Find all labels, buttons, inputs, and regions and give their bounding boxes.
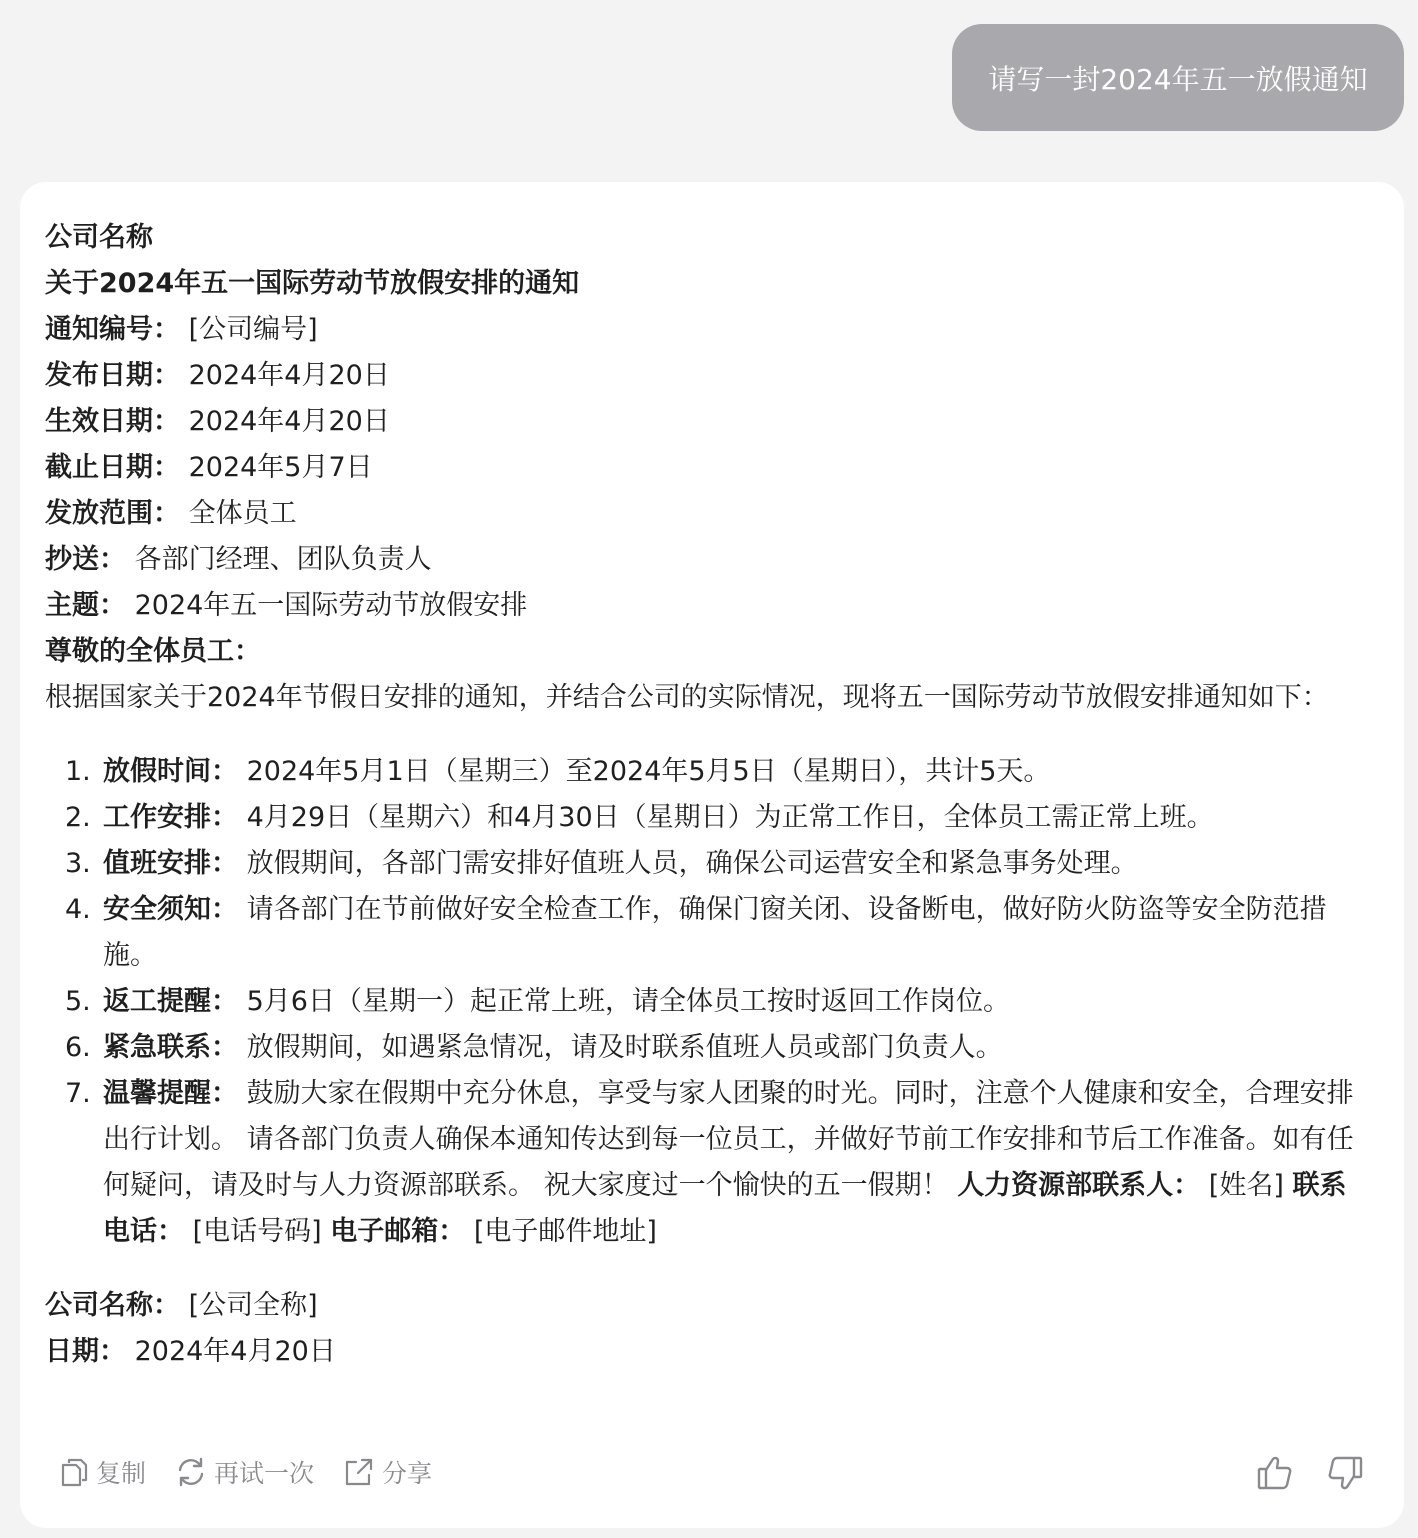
email-label: 电子邮箱： [330, 1216, 466, 1247]
user-message-text: 请写一封2024年五一放假通知 [988, 62, 1368, 96]
list-item: 1. 放假时间： 2024年5月1日（星期三）至2024年5月5日（星期日），共计5天。 [65, 756, 1051, 787]
hr-contact-value: [姓名] [1208, 1170, 1284, 1201]
publish-date-line: 发布日期： 2024年4月20日 [45, 360, 390, 391]
feedback-bar [1256, 1454, 1364, 1492]
phone-value: [电话号码] [192, 1216, 322, 1247]
intro-paragraph: 根据国家关于2024年节假日安排的通知，并结合公司的实际情况，现将五一国际劳动节放假安排通知如下： [45, 682, 1329, 713]
signature-block [45, 1283, 1356, 1375]
list-item: 2. 工作安排： 4月29日（星期六）和4月30日（星期日）为正常工作日，全体员工需正常上班。 [65, 802, 1214, 833]
share-button[interactable] [342, 1454, 432, 1490]
header-company-name: 公司名称 [45, 222, 153, 253]
reply-action-bar [58, 1454, 432, 1490]
distribution-scope-line: 发放范围： 全体员工 [45, 498, 297, 529]
hr-contact-label: 人力资源部联系人： [957, 1170, 1201, 1201]
user-message-bubble [952, 24, 1404, 131]
share-icon [342, 1456, 376, 1488]
signature-date-line: 日期： 2024年4月20日 [45, 1336, 336, 1367]
copy-button[interactable] [58, 1454, 146, 1490]
signature-company-line: 公司名称： [公司全称] [45, 1290, 318, 1321]
subject-line: 主题： 2024年五一国际劳动节放假安排 [45, 590, 528, 621]
notice-items-list [45, 749, 1356, 1255]
share-label: 分享 [382, 1459, 433, 1488]
retry-icon [174, 1456, 208, 1488]
thumbs-up-icon[interactable] [1256, 1454, 1294, 1492]
thumbs-down-icon[interactable] [1326, 1454, 1364, 1492]
retry-label: 再试一次 [214, 1459, 315, 1488]
phone-label: 联系电话： [103, 1170, 1347, 1247]
cc-line: 抄送： 各部门经理、团队负责人 [45, 544, 432, 575]
effective-date-line: 生效日期： 2024年4月20日 [45, 406, 390, 437]
deadline-date-line: 截止日期： 2024年5月7日 [45, 452, 373, 483]
retry-button[interactable] [174, 1454, 314, 1490]
assistant-reply-card [20, 182, 1404, 1528]
notice-number-line: 通知编号： [公司编号] [45, 314, 318, 345]
list-item: 5. 返工提醒： 5月6日（星期一）起正常上班，请全体员工按时返回工作岗位。 [65, 986, 1010, 1017]
list-item: 4. 安全须知： 请各部门在节前做好安全检查工作，确保门窗关闭、设备断电，做好防火防盗等安全防范措施。 [65, 894, 1327, 971]
copy-icon [58, 1456, 90, 1488]
list-item: 3. 值班安排： 放假期间，各部门需安排好值班人员，确保公司运营安全和紧急事务处理。 [65, 848, 1138, 879]
email-value: [电子邮件地址] [473, 1216, 657, 1247]
copy-label: 复制 [96, 1459, 147, 1488]
list-item: 7. 温馨提醒： 鼓励大家在假期中充分休息，享受与家人团聚的时光。同时，注意个人健康和安全，合理安排出行计划。 请各部门负责人确保本通知传达到每一位员工，并做好节前工作安排和节后工作准备。如有任何疑问，请及时与人力资源部联系。 祝大家度过一个愉快的五一假期！ 人力资源部联系人： [姓名] 联系电话： [电话号码] 电子邮箱： [电子邮件地址] [65, 1078, 1354, 1247]
list-item: 6. 紧急联系： 放假期间，如遇紧急情况，请及时联系值班人员或部门负责人。 [65, 1032, 1003, 1063]
salutation-line: 尊敬的全体员工： [45, 636, 261, 667]
reply-content [45, 182, 1356, 1375]
notice-title: 关于2024年五一国际劳动节放假安排的通知 [45, 268, 580, 299]
